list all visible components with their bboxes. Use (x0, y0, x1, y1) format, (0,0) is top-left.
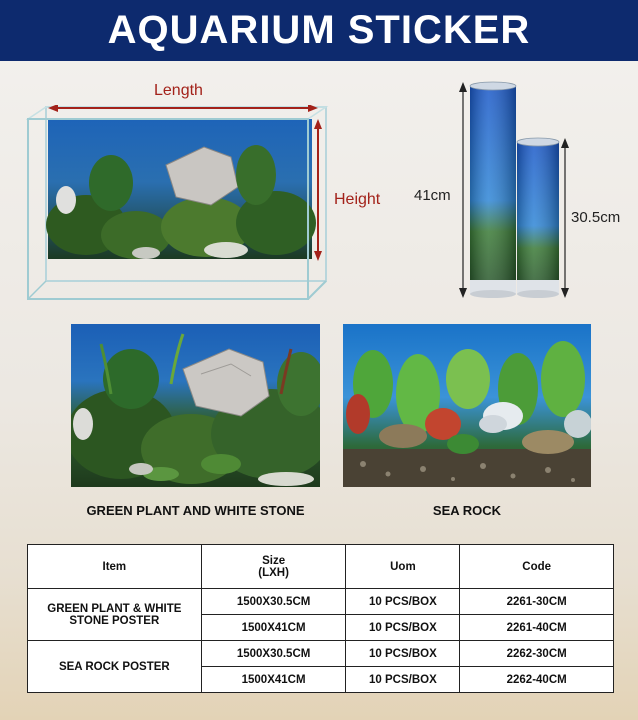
poster-2-caption: SEA ROCK (432, 503, 502, 518)
page-title: AQUARIUM STICKER (107, 8, 531, 52)
roll-short (517, 138, 569, 298)
row-code: 2261-30CM (460, 589, 614, 615)
table-row (28, 641, 614, 667)
header-size-label: Size (262, 554, 286, 567)
row-item-name: SEA ROCK POSTER (28, 641, 202, 693)
roll-tall (459, 82, 516, 298)
header-size-unit: (LXH) (258, 566, 289, 579)
row-code: 2262-40CM (460, 667, 614, 693)
row-uom: 10 PCS/BOX (346, 615, 460, 641)
height-arrow (314, 119, 322, 261)
length-label: Length (154, 82, 203, 99)
row-size: 1500X30.5CM (201, 641, 346, 667)
roll-tall-label: 41cm (414, 187, 451, 204)
row-item-name: GREEN PLANT & WHITE STONE POSTER (28, 589, 202, 641)
height-label: Height (334, 191, 381, 208)
header-item: Item (28, 545, 202, 589)
poster-green-plant-white-stone (71, 324, 320, 487)
title-banner (0, 0, 638, 61)
rolled-posters (455, 80, 575, 302)
poster-1-caption: GREEN PLANT AND WHITE STONE (86, 503, 305, 518)
row-code: 2261-40CM (460, 615, 614, 641)
row-uom: 10 PCS/BOX (346, 641, 460, 667)
header-size (201, 545, 346, 589)
row-uom: 10 PCS/BOX (346, 667, 460, 693)
row-size: 1500X30.5CM (201, 589, 346, 615)
row-size: 1500X41CM (201, 667, 346, 693)
roll-short-label: 30.5cm (571, 209, 621, 226)
tank-drawing (26, 105, 332, 301)
row-uom: 10 PCS/BOX (346, 589, 460, 615)
spec-table (27, 544, 614, 693)
header-uom: Uom (346, 545, 460, 589)
header-code: Code (460, 545, 614, 589)
table-header-row (28, 545, 614, 589)
tank-illustration (26, 105, 332, 301)
row-code: 2262-30CM (460, 641, 614, 667)
poster-sea-rock (343, 324, 591, 487)
row-size: 1500X41CM (201, 615, 346, 641)
table-row (28, 589, 614, 615)
